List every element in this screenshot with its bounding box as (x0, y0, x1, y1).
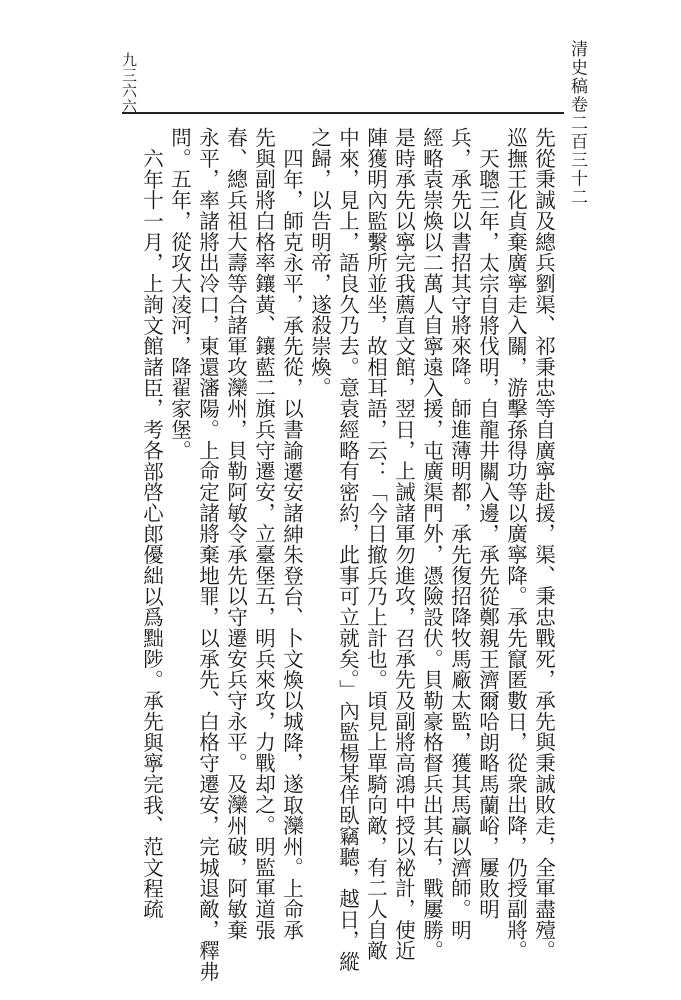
text-column-1: 先從秉誠及總兵劉渠、祁秉忠等自廣寧赴援，渠、秉忠戰死，承先與秉誠敗走，全軍盡殪。 (531, 127, 556, 961)
text-column-4: 兵，承先以書招其守將來降。師進薄明都，承先復招降牧馬廠太監，獲其馬贏以濟師。明 (447, 127, 472, 941)
text-column-13: 永平，率諸將出冷口，東還瀋陽。上命定諸將棄地罪，以承先、白格守遷安，完城退敵，釋弗 (195, 127, 220, 982)
running-title: 清史稿卷二百三十二 (567, 40, 587, 207)
text-column-15: 六年十一月，上詢文館諸臣，考各部啓心郎優絀以爲黜陟。承先與寧完我、范文程疏 (139, 148, 164, 920)
text-column-7: 陣獲明內監繫所並坐，故相耳語，云：「今日撤兵乃上計也。頃見上單騎向敵，有二人自敵 (363, 127, 388, 961)
text-column-10: 四年，師克永平，承先從，以書諭遷安諸紳朱登台、卜文煥以城降，遂取灤州。上命承 (279, 148, 304, 941)
page-number: 九三六六 (120, 52, 138, 114)
text-column-11: 先與副將白格率鑲黃、鑲藍二旗兵守遷安，立臺堡五，明兵來攻，力戰却之。明監軍道張 (251, 127, 276, 941)
text-column-3: 天聰三年，太宗自將伐明，自龍井關入邊，承先從鄭親王濟爾哈朗略馬蘭峪，屢敗明 (475, 148, 500, 920)
text-column-2: 巡撫王化貞棄廣寧走入關，游擊孫得功等以廣寧降。承先竄匿數日，從衆出降，仍授副將。 (503, 127, 528, 961)
text-column-5: 經略袁崇煥以二萬人自寧遠入援，屯廣渠門外，憑險設伏。貝勒豪格督兵出其右，戰屢勝。 (419, 127, 444, 961)
text-column-6: 是時承先以寧完我薦直文館，翌日，上誡諸軍勿進攻，召承先及副將高鴻中授以祕計，使近 (391, 127, 416, 961)
text-column-12: 春、總兵祖大壽等合諸軍攻灤州，貝勒阿敏令承先以守遷安兵守永平。及灤州破，阿敏棄 (223, 127, 248, 941)
text-column-9: 之歸，以告明帝，遂殺崇煥。 (307, 127, 332, 399)
header-rule (122, 112, 564, 114)
text-column-8: 中來，見上，語良久乃去。意袁經略有密約，此事可立就矣。」內監楊某佯臥竊聽，越日，縱 (335, 127, 360, 972)
text-column-14: 問。五年，從攻大凌河，降翟家堡。 (167, 127, 192, 461)
